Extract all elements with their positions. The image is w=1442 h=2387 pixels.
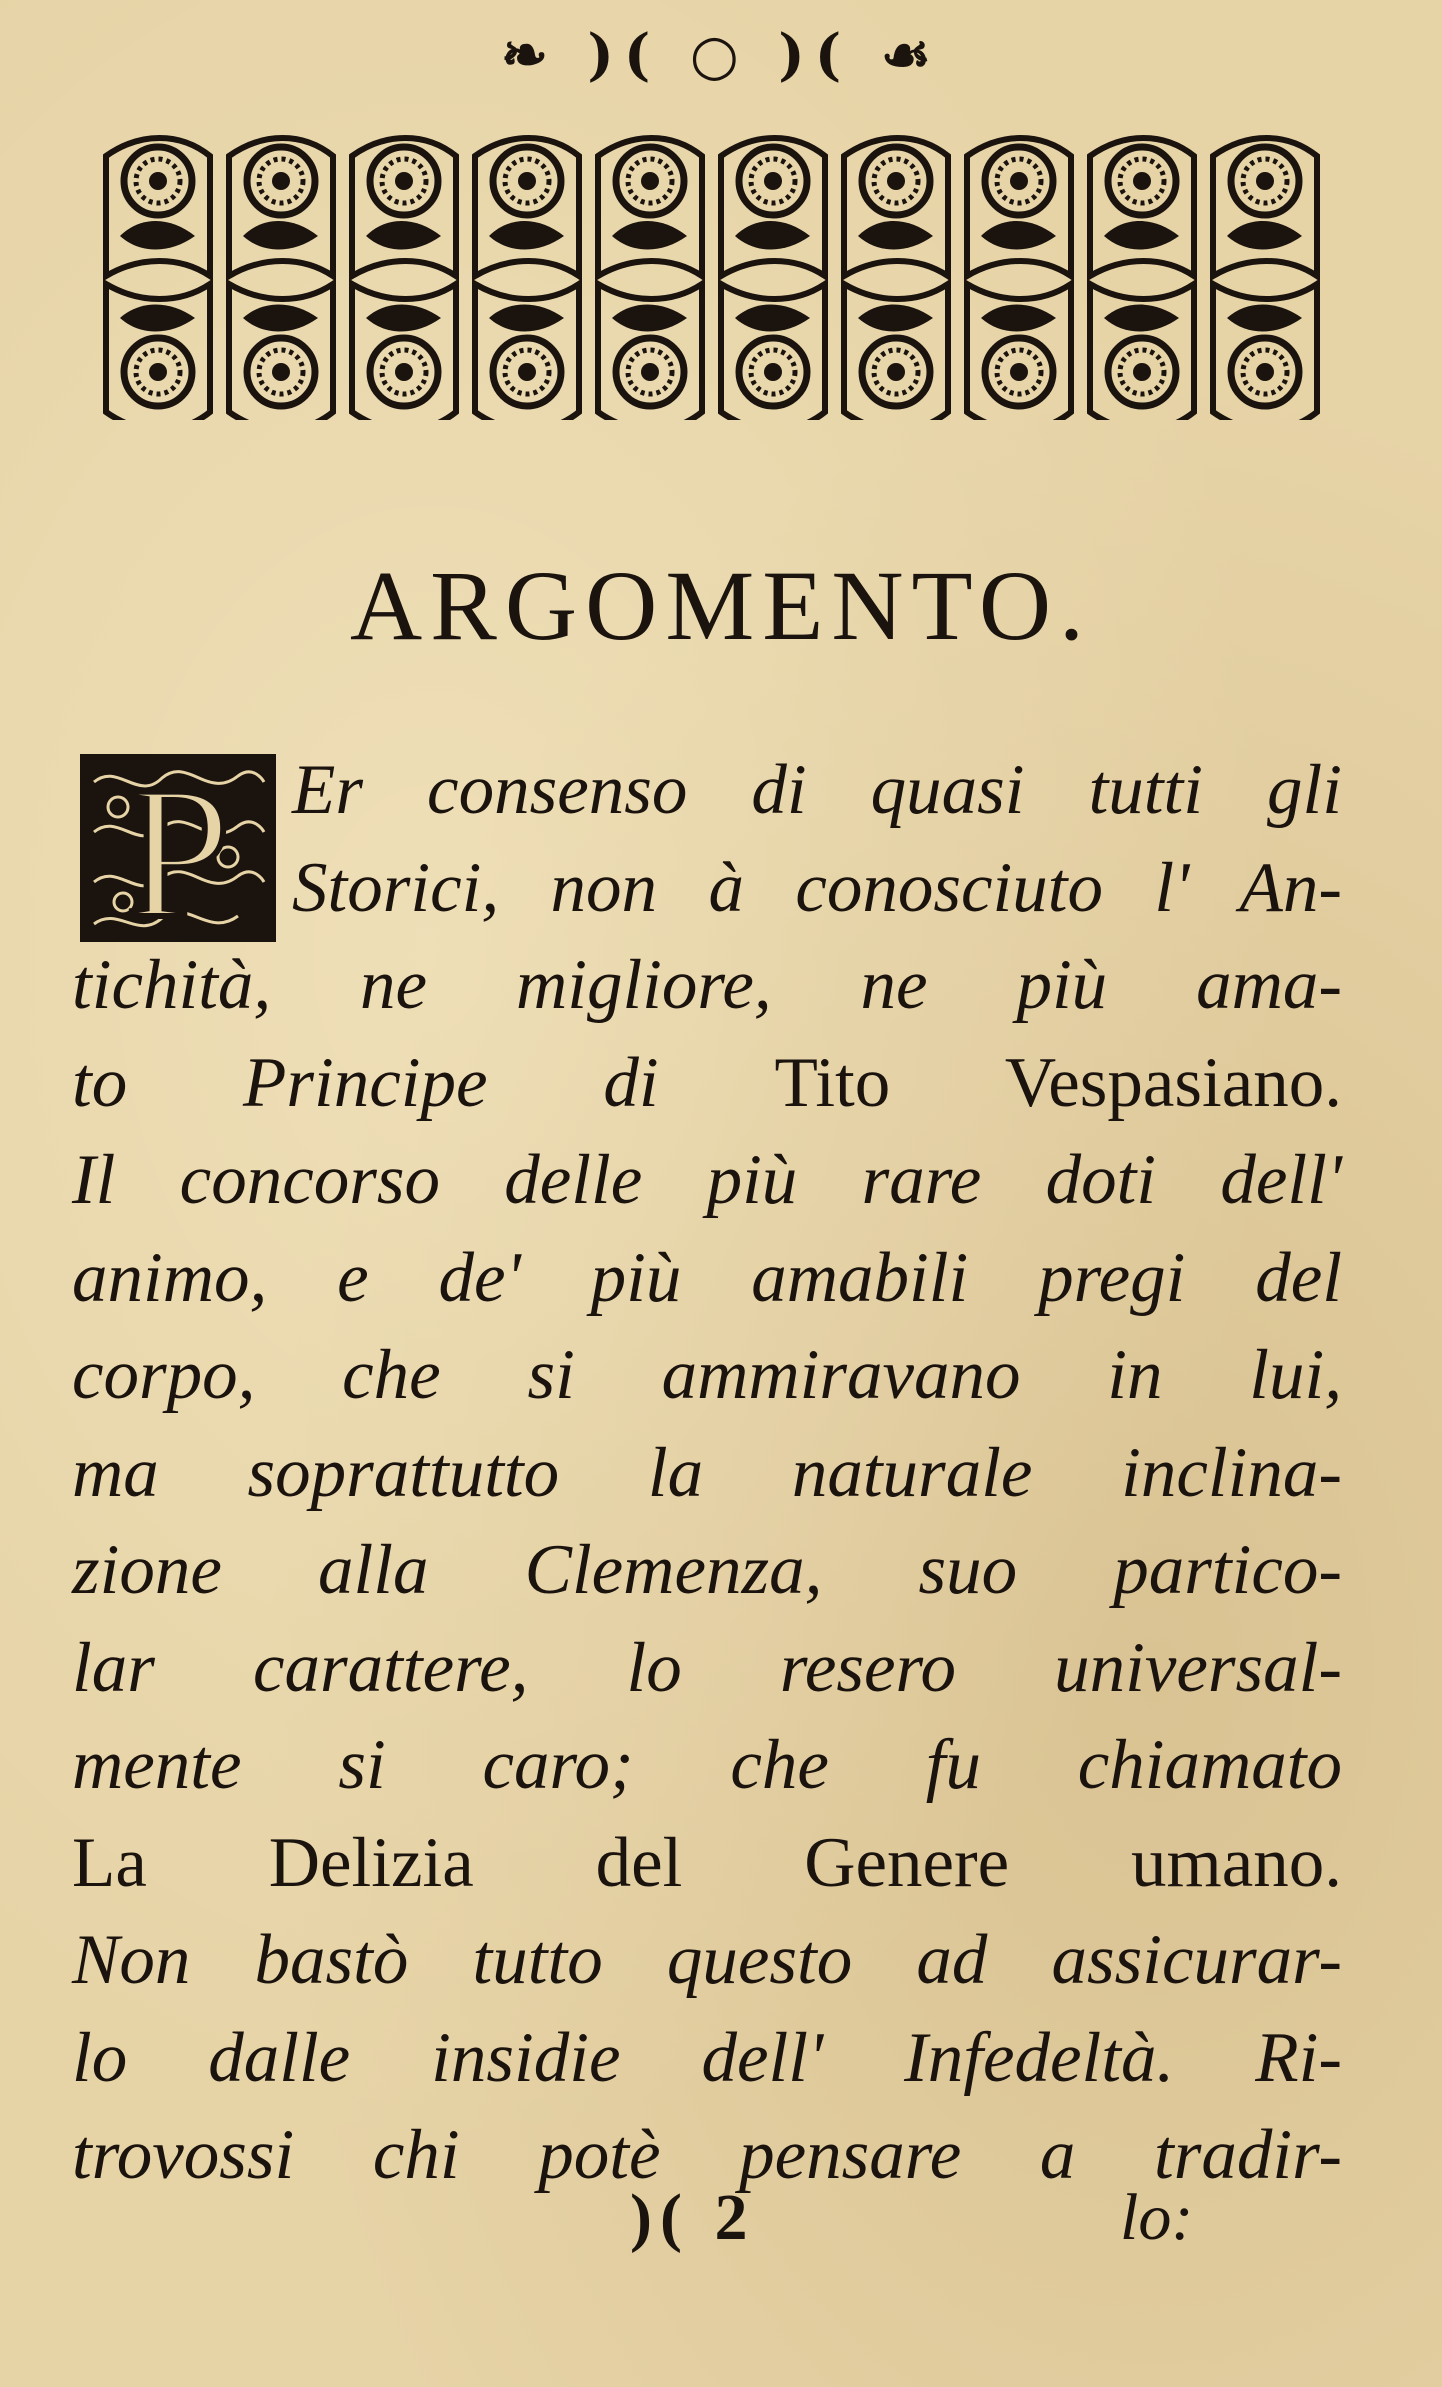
signature-mark: )( 2 <box>630 2181 756 2254</box>
text-line: Non bastò tutto questo ad assicurar- <box>72 1921 1342 1999</box>
text-line: mente si caro; che fu chiamato <box>72 1726 1342 1804</box>
text-line: corpo, che si ammiravano in lui, <box>72 1336 1342 1414</box>
text-line: Er consenso di quasi tutti gli <box>292 751 1342 829</box>
text-line: lo dalle insidie dell' Infedeltà. Ri- <box>72 2018 1342 2097</box>
text-line <box>72 1035 1342 1133</box>
dropcap-letter: P <box>125 752 231 944</box>
catchword: lo: <box>1120 2181 1194 2254</box>
text-line: trovossi chi potè pensare a tradir- <box>72 2116 1342 2194</box>
text-line: ma soprattutto la naturale inclina- <box>72 1433 1342 1512</box>
text-line: Il concorso delle più rare doti dell' <box>72 1141 1342 1219</box>
text-line: tichità, ne migliore, ne più ama- <box>72 946 1342 1024</box>
text-line: lar carattere, lo resero universal- <box>72 1628 1342 1707</box>
floral-ornament-band <box>100 132 1345 420</box>
name-roman: Tito Vespasiano. <box>774 1043 1343 1122</box>
page-footer <box>0 2180 1442 2270</box>
text-line: La Delizia del Genere umano. <box>72 1823 1342 1902</box>
text-line: animo, e de' più amabili pregi del <box>72 1238 1342 1317</box>
text-line: Storici, non à conosciuto l' An- <box>292 848 1342 927</box>
text-fragment: to Principe di <box>72 1043 659 1122</box>
body-text <box>72 742 1342 2205</box>
page-title: ARGOMENTO. <box>349 550 1093 661</box>
header-ornament: ❧ )( ○ )( ☙ <box>501 22 941 88</box>
text-line: zione alla Clemenza, suo partico- <box>72 1531 1342 1609</box>
